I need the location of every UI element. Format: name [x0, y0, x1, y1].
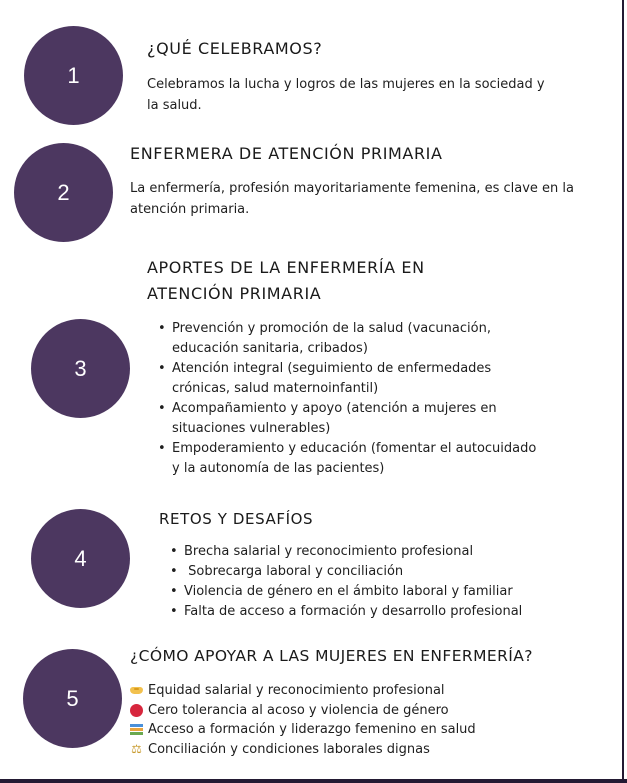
title-line: APORTES DE LA ENFERMERÍA EN [147, 258, 425, 277]
list-item: • Acompañamiento y apoyo (atención a mujeres en situaciones vulnerables) [158, 399, 536, 439]
list-item: • Atención integral (seguimiento de enfermedades crónicas, salud maternoinfantil) [158, 359, 536, 399]
list-item: Equidad salarial y reconocimiento profesional [130, 681, 476, 701]
step-1-circle [24, 26, 123, 125]
list-item: Acceso a formación y liderazgo femenino en salud [130, 720, 476, 740]
list-item: • Falta de acceso a formación y desarrollo profesional [170, 602, 522, 622]
step-2-circle [14, 143, 113, 242]
list-item: Cero tolerancia al acoso y violencia de género [130, 701, 476, 721]
list-item: • Violencia de género en el ámbito laboral y familiar [170, 582, 522, 602]
section-1-title: ¿QUÉ CELEBRAMOS? [147, 39, 323, 58]
step-number: 1 [67, 62, 80, 88]
frame-border-right [622, 0, 624, 783]
list-item: • Empoderamiento y educación (fomentar el autocuidado y la autonomía de las pacientes) [158, 439, 536, 479]
books-icon [130, 723, 143, 736]
section-3-title [147, 255, 425, 307]
list-item: • Prevención y promoción de la salud (vacunación, educación sanitaria, cribados) [158, 319, 536, 359]
section-4-title: RETOS Y DESAFÍOS [159, 510, 314, 528]
step-5-circle [23, 649, 122, 748]
section-2-text [130, 178, 574, 220]
balance-scale-icon: ⚖ [131, 741, 142, 756]
section-5-item-list [130, 681, 476, 759]
step-number: 4 [74, 545, 87, 571]
text-line: la salud. [147, 98, 202, 113]
handshake-icon [130, 684, 143, 697]
text-line: La enfermería, profesión mayoritariamente femenina, es clave en la [130, 181, 574, 196]
section-4-bullet-list [170, 542, 522, 622]
list-item: ⚖ Conciliación y condiciones laborales dignas [131, 741, 430, 757]
section-1-text [147, 74, 545, 116]
frame-border-bottom [0, 779, 627, 783]
list-item: • Sobrecarga laboral y conciliación [170, 562, 522, 582]
text-line: Celebramos la lucha y logros de las mujeres en la sociedad y [147, 77, 545, 92]
step-number: 3 [74, 355, 87, 381]
section-3-bullet-list [158, 319, 536, 479]
step-4-circle [31, 509, 130, 608]
step-number: 5 [66, 685, 79, 711]
title-line: ATENCIÓN PRIMARIA [147, 284, 322, 303]
text-line: atención primaria. [130, 202, 250, 217]
step-3-circle [31, 319, 130, 418]
section-5-title: ¿CÓMO APOYAR A LAS MUJERES EN ENFERMERÍA? [130, 647, 533, 665]
stop-sign-icon [130, 704, 143, 717]
section-2-title: ENFERMERA DE ATENCIÓN PRIMARIA [130, 144, 443, 163]
list-item: • Brecha salarial y reconocimiento profesional [170, 542, 522, 562]
step-number: 2 [57, 179, 70, 205]
